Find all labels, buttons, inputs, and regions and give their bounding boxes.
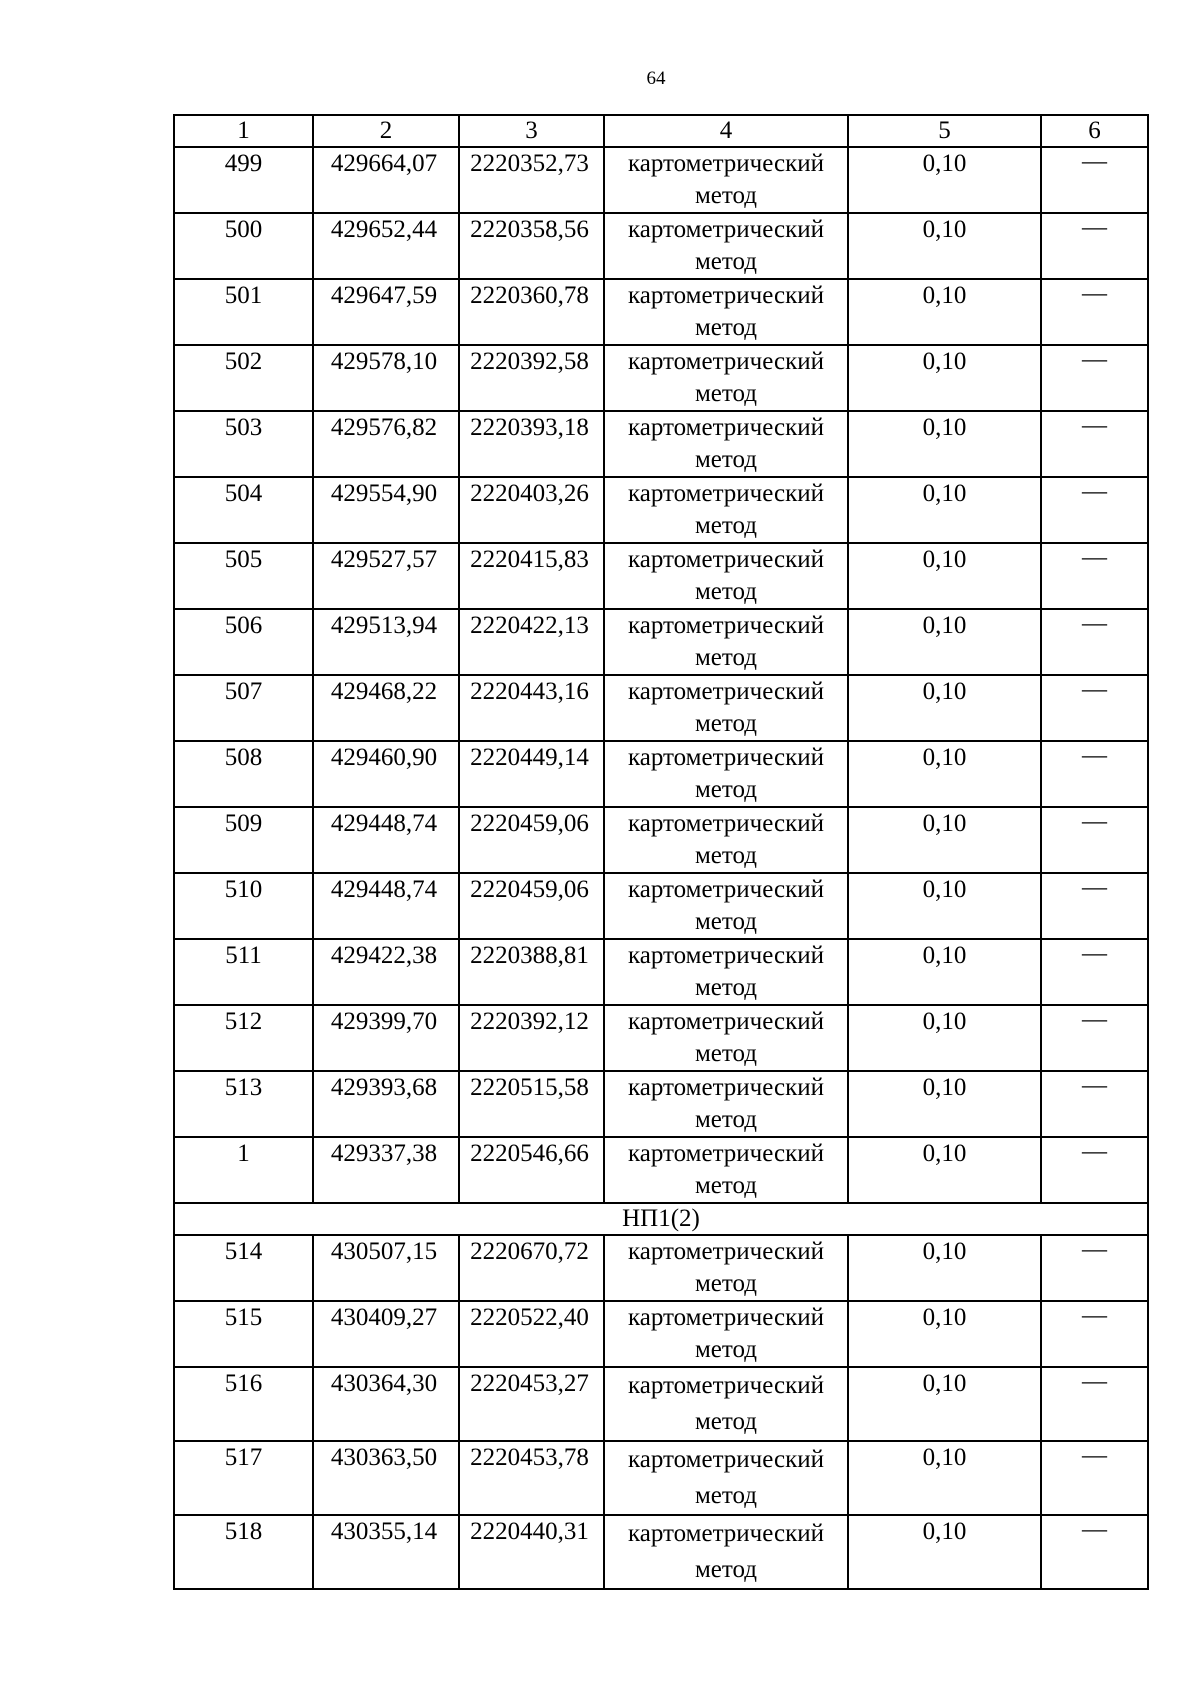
note-cell: — [1041, 1441, 1148, 1515]
accuracy-cell: 0,10 [848, 543, 1041, 609]
x-coordinate-cell: 430363,50 [313, 1441, 459, 1515]
column-header: 5 [848, 115, 1041, 147]
accuracy-cell: 0,10 [848, 1137, 1041, 1203]
table-row [174, 939, 1148, 1005]
x-coordinate-cell: 429652,44 [313, 213, 459, 279]
y-coordinate-cell: 2220443,16 [459, 675, 604, 741]
x-coordinate-cell: 429399,70 [313, 1005, 459, 1071]
method-cell: картометрический метод [604, 1005, 848, 1071]
point-number-cell: 505 [174, 543, 313, 609]
y-coordinate-cell: 2220392,12 [459, 1005, 604, 1071]
y-coordinate-cell: 2220352,73 [459, 147, 604, 213]
method-cell: картометрический метод [604, 1235, 848, 1301]
point-number-cell: 516 [174, 1367, 313, 1441]
accuracy-cell: 0,10 [848, 1367, 1041, 1441]
accuracy-cell: 0,10 [848, 147, 1041, 213]
method-cell: картометрический метод [604, 1441, 848, 1515]
method-cell: картометрический метод [604, 939, 848, 1005]
accuracy-cell: 0,10 [848, 609, 1041, 675]
y-coordinate-cell: 2220522,40 [459, 1301, 604, 1367]
note-cell: — [1041, 741, 1148, 807]
note-cell: — [1041, 543, 1148, 609]
accuracy-cell: 0,10 [848, 807, 1041, 873]
table-row [174, 279, 1148, 345]
accuracy-cell: 0,10 [848, 939, 1041, 1005]
method-cell: картометрический метод [604, 1071, 848, 1137]
x-coordinate-cell: 429448,74 [313, 873, 459, 939]
x-coordinate-cell: 429513,94 [313, 609, 459, 675]
point-number-cell: 507 [174, 675, 313, 741]
accuracy-cell: 0,10 [848, 411, 1041, 477]
point-number-cell: 515 [174, 1301, 313, 1367]
table-body [174, 115, 1148, 1589]
table-row [174, 1301, 1148, 1367]
note-cell: — [1041, 1515, 1148, 1589]
y-coordinate-cell: 2220403,26 [459, 477, 604, 543]
point-number-cell: 509 [174, 807, 313, 873]
x-coordinate-cell: 429422,38 [313, 939, 459, 1005]
page-number: 64 [646, 68, 666, 89]
method-cell: картометрический метод [604, 411, 848, 477]
x-coordinate-cell: 430409,27 [313, 1301, 459, 1367]
point-number-cell: 518 [174, 1515, 313, 1589]
x-coordinate-cell: 430355,14 [313, 1515, 459, 1589]
method-cell: картометрический метод [604, 741, 848, 807]
accuracy-cell: 0,10 [848, 279, 1041, 345]
table-row [174, 1071, 1148, 1137]
note-cell: — [1041, 1137, 1148, 1203]
column-header: 4 [604, 115, 848, 147]
y-coordinate-cell: 2220393,18 [459, 411, 604, 477]
point-number-cell: 512 [174, 1005, 313, 1071]
column-header: 2 [313, 115, 459, 147]
point-number-cell: 501 [174, 279, 313, 345]
table-row [174, 543, 1148, 609]
table-row [174, 147, 1148, 213]
method-cell: картометрический метод [604, 279, 848, 345]
x-coordinate-cell: 429460,90 [313, 741, 459, 807]
table-row [174, 345, 1148, 411]
table-row [174, 477, 1148, 543]
accuracy-cell: 0,10 [848, 1005, 1041, 1071]
accuracy-cell: 0,10 [848, 477, 1041, 543]
x-coordinate-cell: 429448,74 [313, 807, 459, 873]
note-cell: — [1041, 1301, 1148, 1367]
method-cell: картометрический метод [604, 1515, 848, 1589]
point-number-cell: 502 [174, 345, 313, 411]
method-cell: картометрический метод [604, 345, 848, 411]
method-cell: картометрический метод [604, 213, 848, 279]
x-coordinate-cell: 429578,10 [313, 345, 459, 411]
point-number-cell: 506 [174, 609, 313, 675]
accuracy-cell: 0,10 [848, 741, 1041, 807]
y-coordinate-cell: 2220515,58 [459, 1071, 604, 1137]
table-row [174, 873, 1148, 939]
note-cell: — [1041, 1071, 1148, 1137]
y-coordinate-cell: 2220546,66 [459, 1137, 604, 1203]
coordinates-table [173, 114, 1149, 1590]
y-coordinate-cell: 2220459,06 [459, 873, 604, 939]
method-cell: картометрический метод [604, 675, 848, 741]
accuracy-cell: 0,10 [848, 1071, 1041, 1137]
y-coordinate-cell: 2220459,06 [459, 807, 604, 873]
note-cell: — [1041, 345, 1148, 411]
table-row [174, 1441, 1148, 1515]
x-coordinate-cell: 429664,07 [313, 147, 459, 213]
note-cell: — [1041, 807, 1148, 873]
method-cell: картометрический метод [604, 873, 848, 939]
accuracy-cell: 0,10 [848, 873, 1041, 939]
accuracy-cell: 0,10 [848, 1441, 1041, 1515]
y-coordinate-cell: 2220358,56 [459, 213, 604, 279]
method-cell: картометрический метод [604, 147, 848, 213]
point-number-cell: 508 [174, 741, 313, 807]
table-row [174, 411, 1148, 477]
x-coordinate-cell: 429393,68 [313, 1071, 459, 1137]
table-row [174, 675, 1148, 741]
y-coordinate-cell: 2220670,72 [459, 1235, 604, 1301]
column-header: 6 [1041, 115, 1148, 147]
y-coordinate-cell: 2220440,31 [459, 1515, 604, 1589]
accuracy-cell: 0,10 [848, 1235, 1041, 1301]
note-cell: — [1041, 279, 1148, 345]
x-coordinate-cell: 429647,59 [313, 279, 459, 345]
note-cell: — [1041, 675, 1148, 741]
point-number-cell: 1 [174, 1137, 313, 1203]
x-coordinate-cell: 430364,30 [313, 1367, 459, 1441]
x-coordinate-cell: 429554,90 [313, 477, 459, 543]
method-cell: картометрический метод [604, 1367, 848, 1441]
table-row [174, 1137, 1148, 1203]
note-cell: — [1041, 873, 1148, 939]
accuracy-cell: 0,10 [848, 1515, 1041, 1589]
accuracy-cell: 0,10 [848, 213, 1041, 279]
method-cell: картометрический метод [604, 609, 848, 675]
method-cell: картометрический метод [604, 1301, 848, 1367]
y-coordinate-cell: 2220453,27 [459, 1367, 604, 1441]
y-coordinate-cell: 2220449,14 [459, 741, 604, 807]
note-cell: — [1041, 939, 1148, 1005]
y-coordinate-cell: 2220422,13 [459, 609, 604, 675]
table-row [174, 1005, 1148, 1071]
y-coordinate-cell: 2220453,78 [459, 1441, 604, 1515]
table-row [174, 1367, 1148, 1441]
point-number-cell: 511 [174, 939, 313, 1005]
column-header: 3 [459, 115, 604, 147]
x-coordinate-cell: 429468,22 [313, 675, 459, 741]
note-cell: — [1041, 147, 1148, 213]
accuracy-cell: 0,10 [848, 345, 1041, 411]
x-coordinate-cell: 430507,15 [313, 1235, 459, 1301]
note-cell: — [1041, 411, 1148, 477]
table-header-row [174, 115, 1148, 147]
table-row [174, 609, 1148, 675]
method-cell: картометрический метод [604, 1137, 848, 1203]
point-number-cell: 500 [174, 213, 313, 279]
point-number-cell: 517 [174, 1441, 313, 1515]
accuracy-cell: 0,10 [848, 1301, 1041, 1367]
note-cell: — [1041, 213, 1148, 279]
table-row [174, 741, 1148, 807]
note-cell: — [1041, 1005, 1148, 1071]
accuracy-cell: 0,10 [848, 675, 1041, 741]
y-coordinate-cell: 2220392,58 [459, 345, 604, 411]
table-row [174, 213, 1148, 279]
table-row [174, 1235, 1148, 1301]
y-coordinate-cell: 2220415,83 [459, 543, 604, 609]
note-cell: — [1041, 477, 1148, 543]
y-coordinate-cell: 2220388,81 [459, 939, 604, 1005]
method-cell: картометрический метод [604, 807, 848, 873]
method-cell: картометрический метод [604, 477, 848, 543]
note-cell: — [1041, 1367, 1148, 1441]
method-cell: картометрический метод [604, 543, 848, 609]
point-number-cell: 504 [174, 477, 313, 543]
point-number-cell: 510 [174, 873, 313, 939]
table-row [174, 807, 1148, 873]
section-title: НП1(2) [174, 1203, 1148, 1235]
x-coordinate-cell: 429527,57 [313, 543, 459, 609]
x-coordinate-cell: 429337,38 [313, 1137, 459, 1203]
point-number-cell: 514 [174, 1235, 313, 1301]
point-number-cell: 513 [174, 1071, 313, 1137]
column-header: 1 [174, 115, 313, 147]
note-cell: — [1041, 609, 1148, 675]
y-coordinate-cell: 2220360,78 [459, 279, 604, 345]
x-coordinate-cell: 429576,82 [313, 411, 459, 477]
point-number-cell: 503 [174, 411, 313, 477]
point-number-cell: 499 [174, 147, 313, 213]
section-row [174, 1203, 1148, 1235]
note-cell: — [1041, 1235, 1148, 1301]
table-row [174, 1515, 1148, 1589]
